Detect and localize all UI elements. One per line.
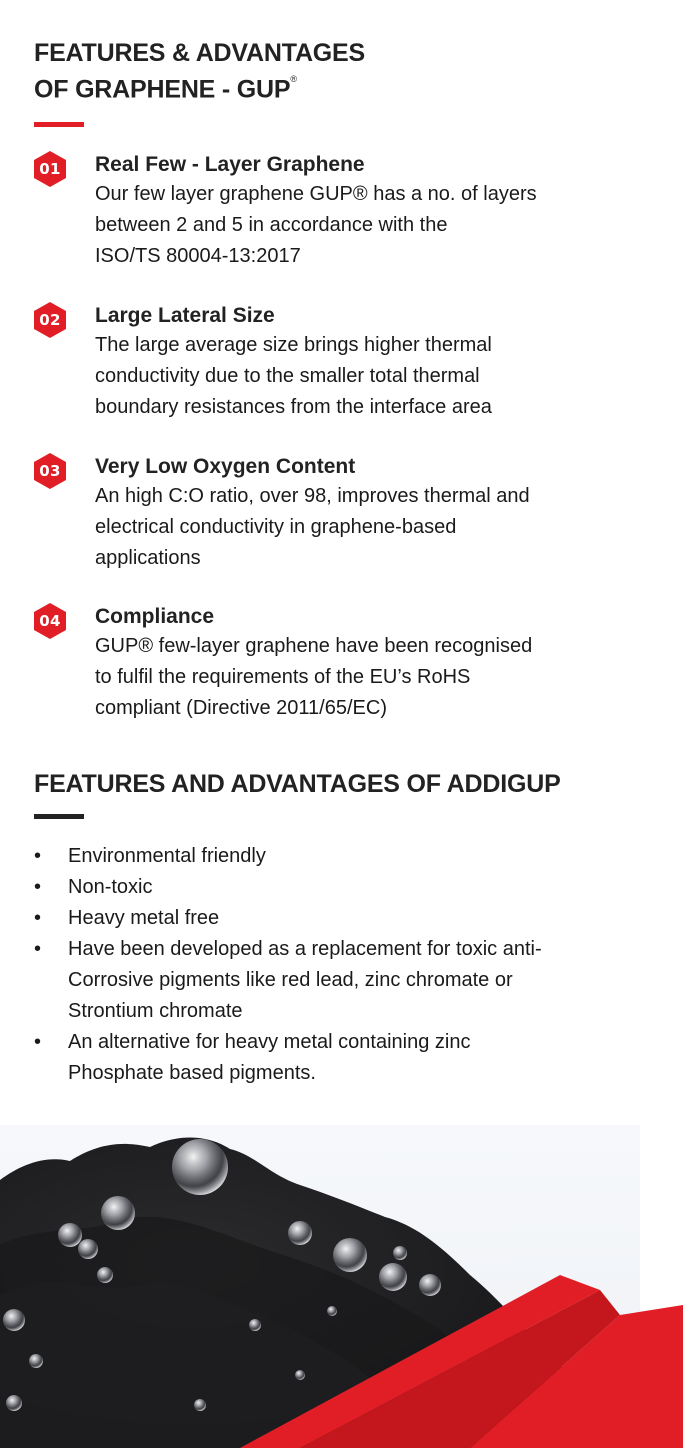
bullet-item — [34, 934, 654, 1027]
feature-description-line: The large average size brings higher thermal — [95, 334, 492, 356]
bullet-item — [34, 903, 654, 934]
hexagon-number-badge-icon — [32, 602, 68, 640]
feature-description-line: An high C:O ratio, over 98, improves thermal and — [95, 485, 530, 507]
graphene-powder-with-water-droplets-image — [0, 1125, 683, 1448]
feature-title: Real Few - Layer Graphene — [95, 153, 365, 176]
feature-number: 04 — [39, 612, 61, 630]
feature-description — [95, 179, 650, 272]
section-title-line2: OF GRAPHENE - GUP — [34, 75, 291, 104]
feature-description-line: between 2 and 5 in accordance with the — [95, 214, 448, 236]
bullet-line: Corrosive pigments like red lead, zinc chromate or — [68, 969, 513, 991]
registered-mark: ® — [290, 74, 297, 84]
bullet-item — [34, 841, 654, 872]
feature-number: 01 — [39, 160, 61, 178]
feature-description-line: ISO/TS 80004-13:2017 — [95, 245, 301, 267]
feature-description-line: conductivity due to the smaller total thermal — [95, 365, 480, 387]
hexagon-number-badge-icon — [32, 301, 68, 339]
bullet-line: Have been developed as a replacement for toxic anti- — [68, 938, 542, 960]
section-title-graphene — [34, 37, 365, 105]
section-title-addigup: FEATURES AND ADVANTAGES OF ADDIGUP — [34, 770, 561, 798]
bullet-line: An alternative for heavy metal containing zinc — [68, 1031, 471, 1053]
feature-description-line: boundary resistances from the interface area — [95, 396, 492, 418]
feature-description-line: compliant (Directive 2011/65/EC) — [95, 697, 387, 719]
feature-title: Compliance — [95, 605, 215, 628]
feature-description-line: Our few layer graphene GUP® has a no. of layers — [95, 183, 537, 205]
hexagon-number-badge-icon — [32, 452, 68, 490]
feature-description-line: electrical conductivity in graphene-based — [95, 516, 457, 538]
bullet-dot-icon: • — [34, 876, 42, 898]
bullet-line: Phosphate based pigments. — [68, 1062, 316, 1084]
feature-description — [95, 481, 650, 574]
section-title-line1: FEATURES & ADVANTAGES — [34, 39, 365, 67]
feature-number: 02 — [39, 311, 61, 329]
section-title-underline-dark — [34, 814, 84, 819]
feature-description-line: GUP® few-layer graphene have been recognised — [95, 635, 533, 657]
feature-description — [95, 631, 650, 724]
feature-number: 03 — [39, 462, 61, 480]
bullet-dot-icon: • — [34, 845, 42, 867]
bullet-line: Non-toxic — [68, 876, 153, 898]
hexagon-number-badge-icon — [32, 150, 68, 188]
feature-title: Large Lateral Size — [95, 304, 275, 327]
bullet-line: Environmental friendly — [68, 845, 266, 867]
feature-description-line: to fulfil the requirements of the EU’s RoHS — [95, 666, 471, 688]
bullet-dot-icon: • — [34, 907, 42, 929]
bullet-item — [34, 1027, 654, 1089]
bullet-dot-icon: • — [34, 938, 42, 960]
feature-title: Very Low Oxygen Content — [95, 455, 356, 478]
bullet-item — [34, 872, 654, 903]
addigup-bullet-list — [34, 841, 654, 1089]
bullet-line: Heavy metal free — [68, 907, 220, 929]
feature-description — [95, 330, 650, 423]
bullet-dot-icon: • — [34, 1031, 42, 1053]
bullet-line: Strontium chromate — [68, 1000, 243, 1022]
section-title-underline-red — [34, 122, 84, 127]
feature-description-line: applications — [95, 547, 201, 569]
